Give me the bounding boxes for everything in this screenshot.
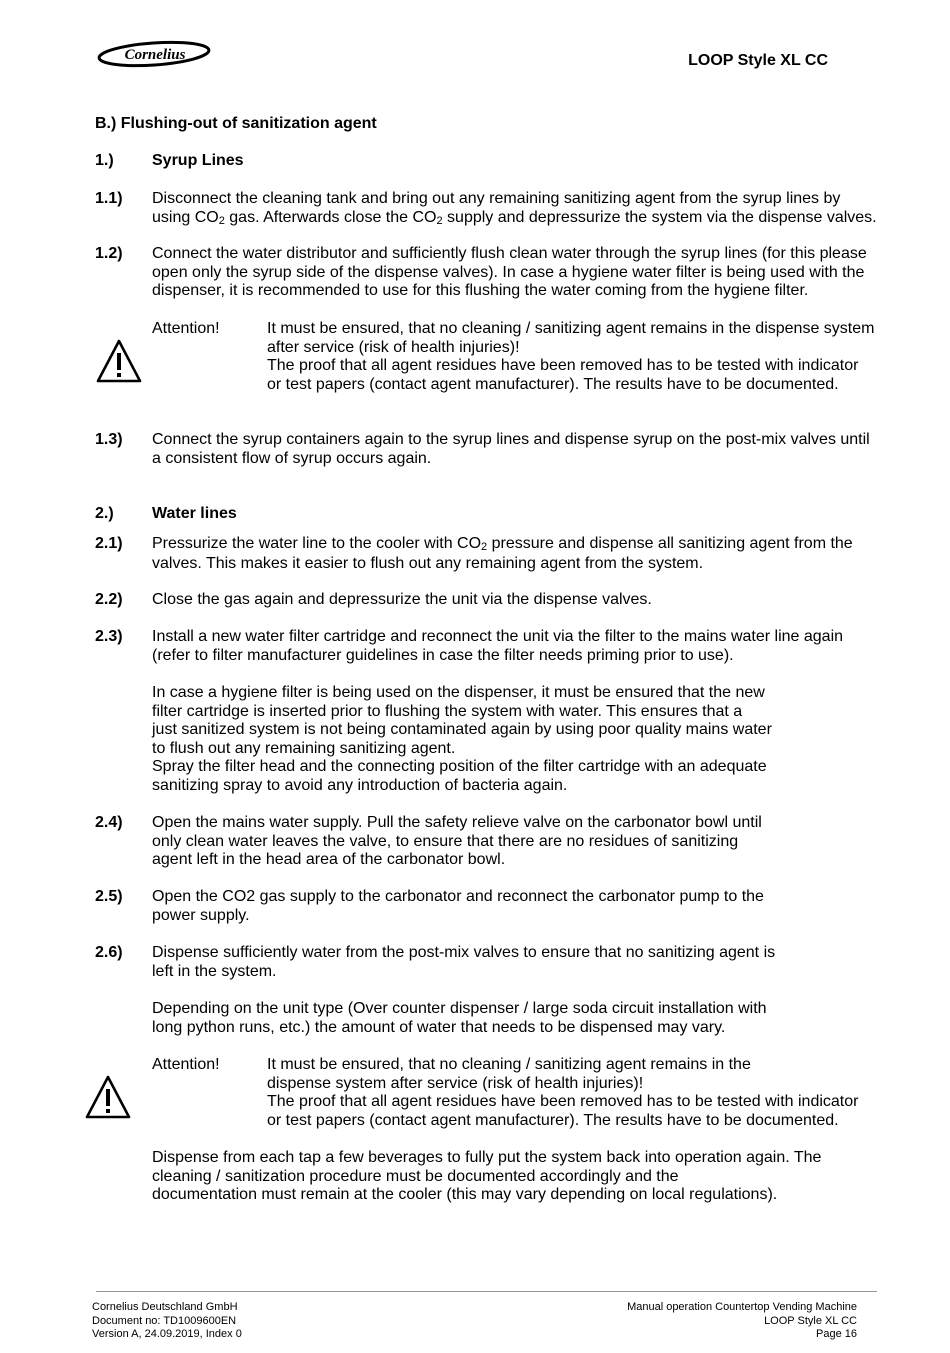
step-text: [152, 245, 867, 301]
warning-triangle-icon: [95, 338, 143, 384]
cornelius-logo: [97, 38, 211, 70]
step-number: 1.1): [95, 190, 123, 207]
step-text: [152, 944, 775, 981]
warning-triangle-icon: [84, 1074, 132, 1120]
text-line: power supply.: [152, 906, 250, 924]
step-paragraph: [152, 684, 772, 796]
text-line: Spray the filter head and the connecting position of the filter cartridge with an adequate: [152, 758, 767, 776]
footer-company: Cornelius Deutschland GmbH: [92, 1301, 238, 1313]
text-line: Disconnect the cleaning tank and bring out any remaining sanitizing agent from the syrup lines by: [152, 190, 841, 207]
text-line: documentation must remain at the cooler (this may vary depending on local regulations).: [152, 1186, 778, 1204]
section-number: 2.): [95, 505, 114, 522]
text-line: filter cartridge is inserted prior to flushing the system with water. This ensures that a: [152, 702, 743, 720]
attention-text: [267, 320, 874, 394]
text-line: left in the system.: [152, 962, 277, 980]
text-line: (refer to filter manufacturer guidelines in case the filter needs priming prior to use).: [152, 646, 734, 664]
step-text: Close the gas again and depressurize the unit via the dispense valves.: [152, 591, 652, 608]
text-line: Install a new water filter cartridge and reconnect the unit via the filter to the mains water line again: [152, 628, 844, 645]
text-line: to flush out any remaining sanitizing agent.: [152, 739, 456, 757]
text-line: The proof that all agent residues have been removed has to be tested with indicator: [267, 357, 859, 375]
text-line: Connect the syrup containers again to the syrup lines and dispense syrup on the post-mix valves until: [152, 431, 870, 448]
text-line: In case a hygiene filter is being used on the dispenser, it must be ensured that the new: [152, 684, 765, 701]
step-text: [152, 888, 764, 925]
text-line: only clean water leaves the valve, to ensure that there are no residues of sanitizing: [152, 832, 739, 850]
text-line: Connect the water distributor and sufficiently flush clean water through the syrup lines (for this please: [152, 245, 867, 262]
step-number: 2.4): [95, 814, 123, 831]
text-line: Dispense from each tap a few beverages to fully put the system back into operation again. The: [152, 1149, 822, 1166]
footer-version: Version A, 24.09.2019, Index 0: [92, 1328, 242, 1340]
text-line: or test papers (contact agent manufacturer). The results have to be documented.: [267, 375, 839, 393]
text-line: using $CO_2$ gas. Afterwards close the $CO_2$ supply and depressurize the system via the dispense valves.: [152, 208, 877, 227]
text-line: Depending on the unit type (Over counter dispenser / large soda circuit installation with: [152, 1000, 767, 1017]
attention-label: Attention!: [152, 1056, 220, 1073]
text-line: sanitizing spray to avoid any introduction of bacteria again.: [152, 776, 568, 794]
step-text: [152, 535, 853, 573]
footer-page-number: Page 16: [816, 1328, 857, 1340]
step-paragraph: [152, 1000, 767, 1037]
text-line: or test papers (contact agent manufacturer). The results have to be documented.: [267, 1111, 839, 1129]
text-line: Dispense sufficiently water from the post-mix valves to ensure that no sanitizing agent is: [152, 944, 776, 961]
section-heading: Syrup Lines: [152, 152, 244, 169]
text-line: Open the CO2 gas supply to the carbonator and reconnect the carbonator pump to the: [152, 888, 764, 905]
text-line: open only the syrup side of the dispense valves). In case a hygiene water filter is being used with the: [152, 263, 865, 281]
step-text: [152, 431, 870, 468]
doc-title: LOOP Style XL CC: [688, 52, 828, 69]
section-title: B.) Flushing-out of sanitization agent: [95, 115, 377, 132]
step-number: 2.1): [95, 535, 123, 552]
text-line: Pressurize the water line to the cooler with $CO_2$ pressure and dispense all sanitizing agent from the: [152, 535, 853, 553]
text-line: agent left in the head area of the carbonator bowl.: [152, 851, 506, 869]
text-line: Open the mains water supply. Pull the safety relieve valve on the carbonator bowl until: [152, 814, 762, 831]
text-line: dispenser, it is recommended to use for this flushing the water coming from the hygiene filter.: [152, 282, 809, 300]
text-line: a consistent flow of syrup occurs again.: [152, 449, 432, 467]
step-number: 2.3): [95, 628, 123, 645]
logo-text: Cornelius: [124, 47, 186, 63]
step-text: [152, 628, 843, 665]
footer-right: [557, 1301, 857, 1342]
section-number: 1.): [95, 152, 114, 169]
text-line: The proof that all agent residues have been removed has to be tested with indicator: [267, 1093, 859, 1111]
step-number: 2.5): [95, 888, 123, 905]
attention-label: Attention!: [152, 320, 220, 337]
closing-paragraph: [152, 1149, 821, 1205]
step-number: 2.2): [95, 591, 123, 608]
text-line: cleaning / sanitization procedure must be documented accordingly and the: [152, 1167, 679, 1185]
footer-model: LOOP Style XL CC: [764, 1314, 857, 1327]
text-line: long python runs, etc.) the amount of water that needs to be dispensed may vary.: [152, 1018, 726, 1036]
text-line: after service (risk of health injuries)!: [267, 338, 520, 356]
text-line: dispense system after service (risk of health injuries)!: [267, 1074, 644, 1092]
footer-manual-title: Manual operation Countertop Vending Machine: [627, 1301, 857, 1313]
footer-document-number: Document no: TD1009600EN: [92, 1314, 237, 1327]
text-line: valves. This makes it easier to flush out any remaining agent from the system.: [152, 554, 704, 572]
attention-text: [267, 1056, 858, 1130]
text-line: It must be ensured, that no cleaning / sanitizing agent remains in the dispense system: [267, 320, 875, 337]
step-number: 2.6): [95, 944, 123, 961]
step-number: 1.3): [95, 431, 123, 448]
step-text: [152, 814, 762, 870]
step-number: 1.2): [95, 245, 123, 262]
footer-divider: [96, 1291, 877, 1292]
footer-left: [92, 1301, 242, 1342]
section-heading: Water lines: [152, 505, 237, 522]
text-line: just sanitized system is not being contaminated again by using poor quality mains water: [152, 721, 772, 739]
text-line: It must be ensured, that no cleaning / sanitizing agent remains in the: [267, 1056, 751, 1073]
step-text: [152, 190, 877, 228]
